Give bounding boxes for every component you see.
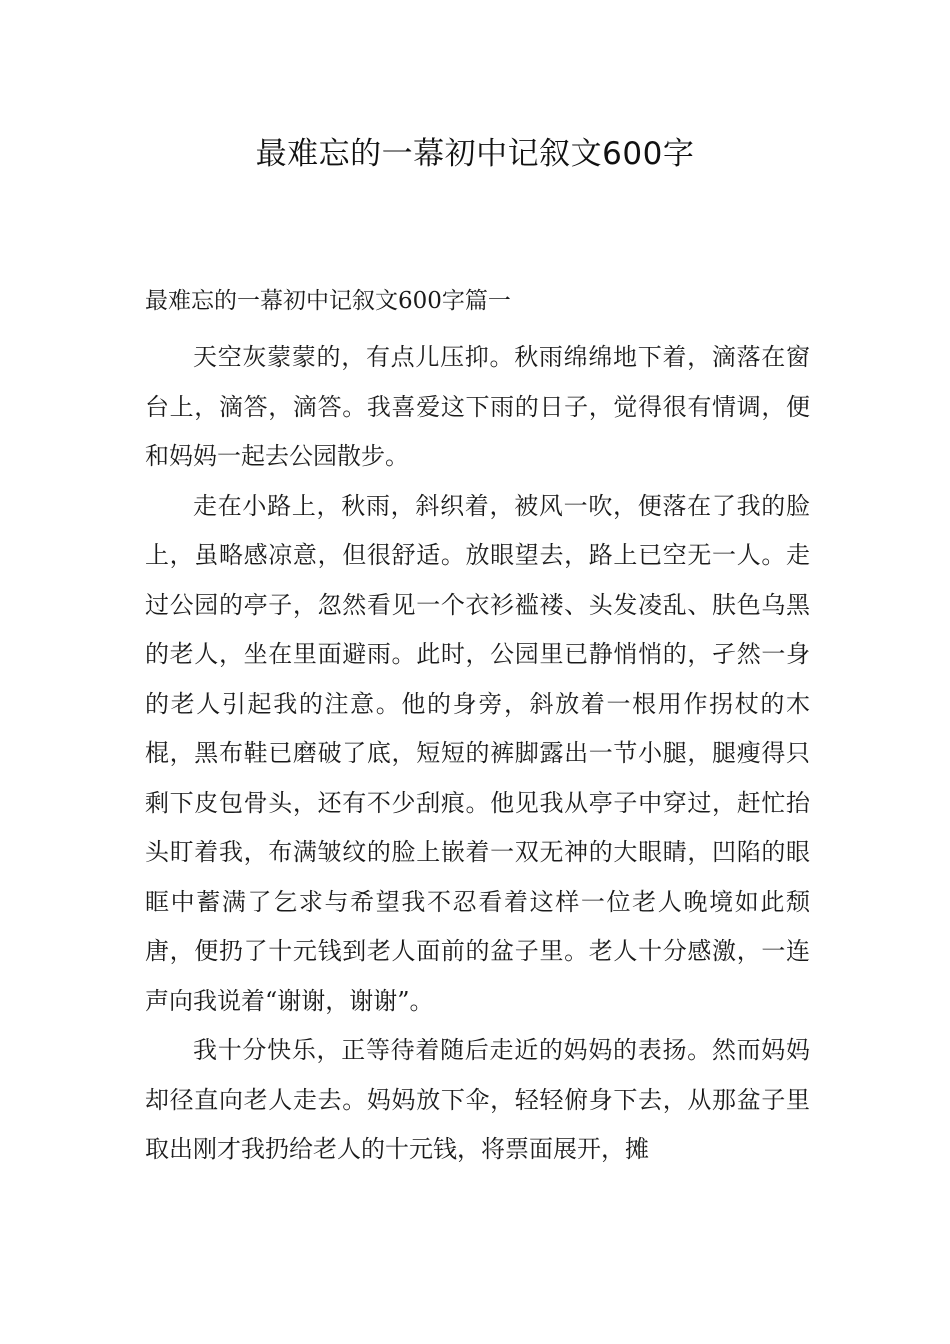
document-body <box>145 283 810 1175</box>
paragraph-3: 我十分快乐，正等待着随后走近的妈妈的表扬。然而妈妈却径直向老人走去。妈妈放下伞，轻轻俯身下去，从那盆子里取出刚才我扔给老人的十元钱，将票面展开，摊 <box>145 1036 810 1163</box>
document-title: 最难忘的一幕初中记叙文600字 <box>255 136 695 172</box>
section-heading: 最难忘的一幕初中记叙文600字篇一 <box>145 288 511 314</box>
paragraph-2: 走在小路上，秋雨，斜织着，被风一吹，便落在了我的脸上，虽略感凉意，但很舒适。放眼望去，路上已空无一人。走过公园的亭子，忽然看见一个衣衫褴褛、头发凌乱、肤色乌黑的老人，坐在里面避雨。此时，公园里已静悄悄的，孑然一身的老人引起我的注意。他的身旁，斜放着一根用作拐杖的木棍，黑布鞋已磨破了底，短短的裤脚露出一节小腿，腿瘦得只剩下皮包骨头，还有不少刮痕。他见我从亭子中穿过，赶忙抬头盯着我，布满皱纹的脸上嵌着一双无神的大眼睛，凹陷的眼眶中蓄满了乞求与希望我不忍看着这样一位老人晚境如此颓唐，便扔了十元钱到老人面前的盆子里。老人十分感激，一连声向我说着“谢谢，谢谢”。 <box>145 491 810 1015</box>
paragraph-1: 天空灰蒙蒙的，有点儿压抑。秋雨绵绵地下着，滴落在窗台上，滴答，滴答。我喜爱这下雨的日子，觉得很有情调，便和妈妈一起去公园散步。 <box>145 343 810 470</box>
